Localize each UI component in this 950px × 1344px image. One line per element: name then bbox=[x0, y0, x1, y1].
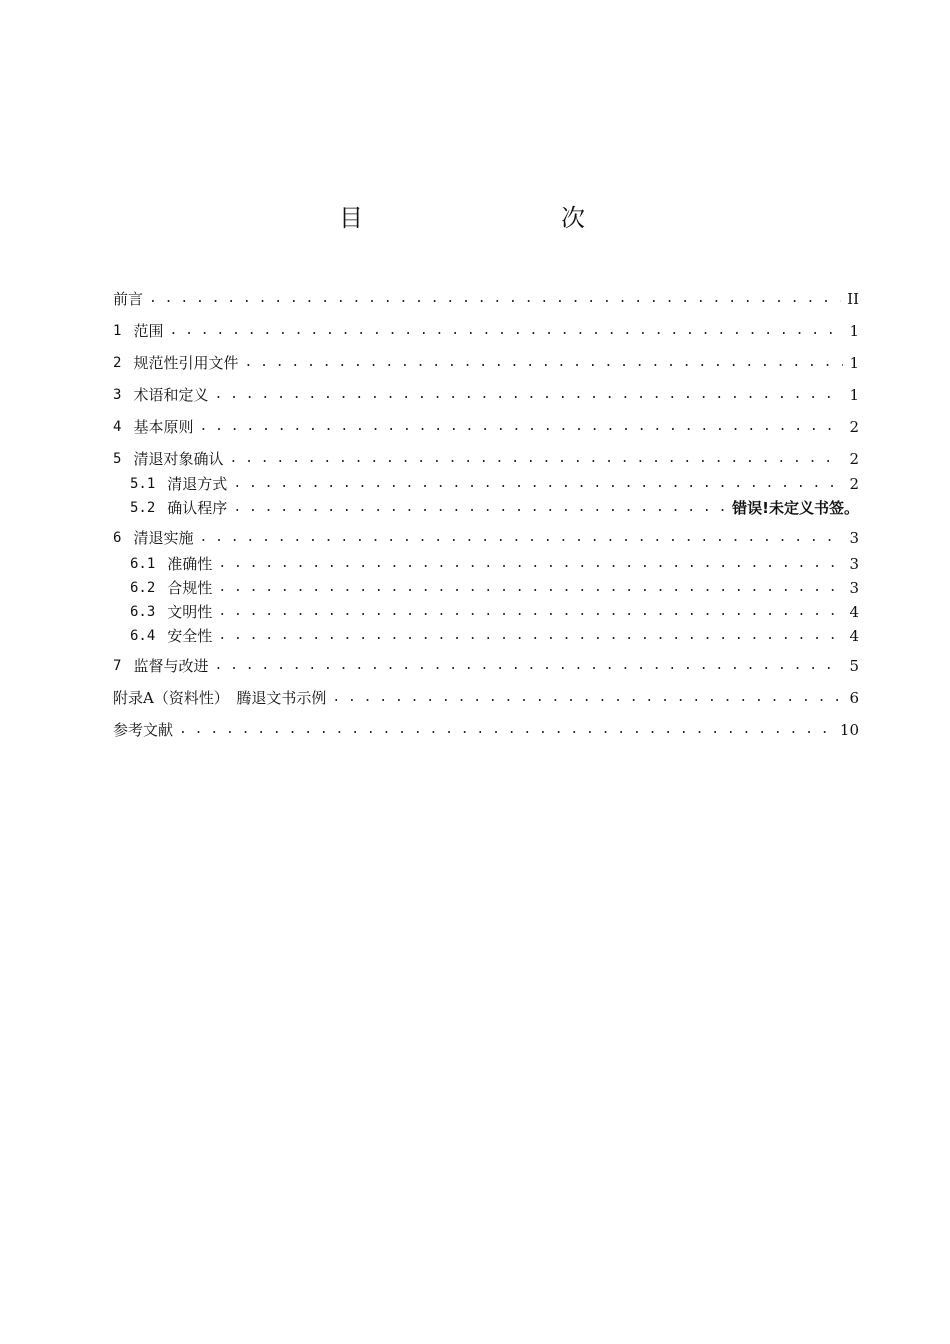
toc-entry-confirmation-procedure[interactable] bbox=[130, 497, 859, 519]
dot-leader bbox=[214, 655, 843, 677]
toc-page-number: II bbox=[847, 290, 859, 308]
toc-entry-number: 6.2 bbox=[130, 580, 156, 596]
toc-entry-clearance-target[interactable] bbox=[113, 448, 859, 470]
toc-entry-number: 2 bbox=[113, 355, 122, 371]
dot-leader bbox=[218, 553, 843, 575]
toc-page-number: 4 bbox=[849, 603, 859, 621]
toc-entry-number: 5.1 bbox=[130, 476, 156, 492]
dot-leader bbox=[169, 320, 843, 342]
toc-entry-label: 参考文献 bbox=[113, 721, 174, 739]
toc-entry-accuracy[interactable] bbox=[130, 553, 859, 575]
toc-entry-number: 4 bbox=[113, 419, 122, 435]
toc-entry-label: 文明性 bbox=[167, 603, 213, 621]
dot-leader bbox=[233, 497, 726, 519]
toc-entry-label: 清退对象确认 bbox=[133, 450, 224, 468]
toc-entry-normative-references[interactable] bbox=[113, 352, 859, 374]
toc-entry-label: 术语和定义 bbox=[133, 386, 209, 404]
dot-leader bbox=[218, 625, 843, 647]
toc-entry-preface[interactable] bbox=[113, 288, 859, 310]
dot-leader bbox=[218, 601, 843, 623]
toc-entry-number: 6.4 bbox=[130, 628, 156, 644]
dot-leader bbox=[149, 288, 841, 310]
toc-page-number: 3 bbox=[849, 579, 859, 597]
toc-entry-number: 3 bbox=[113, 387, 122, 403]
toc-entry-label: 规范性引用文件 bbox=[133, 354, 239, 372]
page-title: 目 次 bbox=[339, 204, 635, 232]
toc-entry-number: 6.1 bbox=[130, 556, 156, 572]
toc-entry-clearance-method[interactable] bbox=[130, 473, 859, 495]
toc-entry-label: 基本原则 bbox=[133, 418, 194, 436]
toc-entry-clearance-implementation[interactable] bbox=[113, 527, 859, 549]
toc-entry-civility[interactable] bbox=[130, 601, 859, 623]
dot-leader bbox=[244, 352, 843, 374]
toc-page-number: 10 bbox=[839, 721, 859, 739]
dot-leader bbox=[179, 719, 834, 741]
toc-entry-appendix-a[interactable] bbox=[113, 687, 859, 709]
toc-page-number: 2 bbox=[849, 418, 859, 436]
toc-page-number: 3 bbox=[849, 529, 859, 547]
dot-leader bbox=[214, 384, 843, 406]
toc-page-number: 3 bbox=[849, 555, 859, 573]
toc-page-number: 2 bbox=[849, 450, 859, 468]
toc-entry-number: 6 bbox=[113, 530, 122, 546]
toc-entry-label: 清退方式 bbox=[167, 475, 228, 493]
toc-entry-label: 合规性 bbox=[167, 579, 213, 597]
toc-entry-label: 监督与改进 bbox=[133, 657, 209, 675]
toc-entry-label: 安全性 bbox=[167, 627, 213, 645]
dot-leader bbox=[229, 448, 843, 470]
dot-leader bbox=[199, 416, 843, 438]
toc-entry-label: 清退实施 bbox=[133, 529, 194, 547]
dot-leader bbox=[218, 577, 843, 599]
toc-page-number: 1 bbox=[849, 354, 859, 372]
bookmark-error-text: 错误!未定义书签。 bbox=[732, 499, 859, 517]
dot-leader bbox=[332, 687, 843, 709]
toc-entry-scope[interactable] bbox=[113, 320, 859, 342]
toc-entry-number: 7 bbox=[113, 658, 122, 674]
toc-page-number: 5 bbox=[849, 657, 859, 675]
toc-entry-number: 5.2 bbox=[130, 500, 156, 516]
toc-entry-number: 1 bbox=[113, 323, 122, 339]
toc-entry-terms-definitions[interactable] bbox=[113, 384, 859, 406]
toc-entry-number: 5 bbox=[113, 451, 122, 467]
toc-entry-label: 前言 bbox=[113, 290, 144, 308]
toc-entry-compliance[interactable] bbox=[130, 577, 859, 599]
toc-page-number: 2 bbox=[849, 475, 859, 493]
toc-entry-supervision-improvement[interactable] bbox=[113, 655, 859, 677]
toc-entry-label: 准确性 bbox=[167, 555, 213, 573]
toc-entry-number: 6.3 bbox=[130, 604, 156, 620]
toc-entry-basic-principles[interactable] bbox=[113, 416, 859, 438]
toc-entry-bibliography[interactable] bbox=[113, 719, 859, 741]
toc-page-number: 4 bbox=[849, 627, 859, 645]
dot-leader bbox=[233, 473, 843, 495]
toc-entry-label: 附录A（资料性） 腾退文书示例 bbox=[113, 689, 327, 707]
toc-entry-safety[interactable] bbox=[130, 625, 859, 647]
toc-entry-label: 范围 bbox=[133, 322, 164, 340]
toc-page-number: 6 bbox=[849, 689, 859, 707]
toc-page-number: 1 bbox=[849, 322, 859, 340]
dot-leader bbox=[199, 527, 843, 549]
toc-page-number: 1 bbox=[849, 386, 859, 404]
toc-entry-label: 确认程序 bbox=[167, 499, 228, 517]
